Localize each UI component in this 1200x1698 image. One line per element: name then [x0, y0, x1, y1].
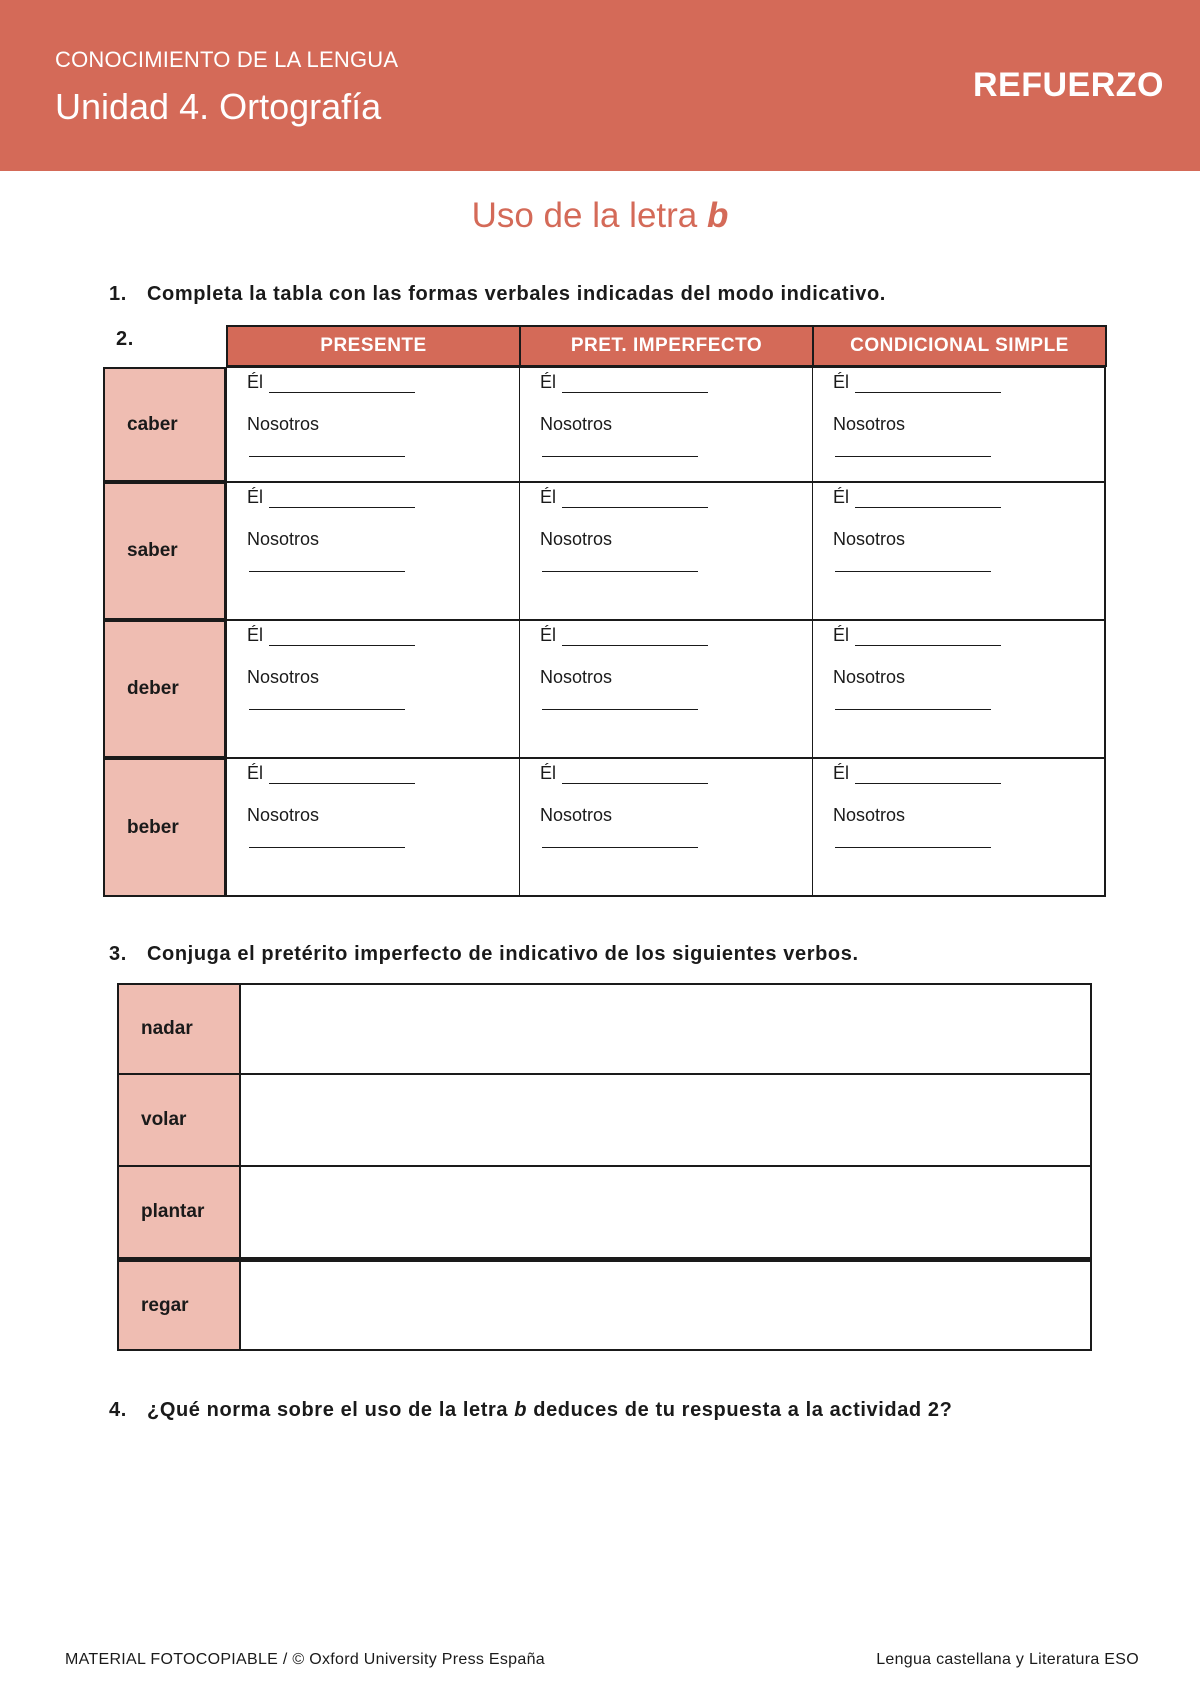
el-line	[540, 625, 708, 646]
el-line	[833, 763, 1001, 784]
el-line	[247, 372, 415, 393]
row-header-verb: beber	[103, 758, 226, 897]
question-1: 1. Completa la tabla con las formas verbales indicadas del modo indicativo.	[109, 283, 886, 305]
answer-cell	[226, 620, 520, 758]
verb-label: volar	[119, 1075, 241, 1165]
verb-label: regar	[119, 1262, 241, 1349]
imperfect-conjugation-table	[117, 983, 1092, 1351]
column-header: CONDICIONAL SIMPLE	[812, 325, 1107, 367]
nosotros-label: Nosotros	[247, 529, 320, 549]
answer-area[interactable]	[241, 985, 1090, 1073]
answer-cell	[519, 620, 813, 758]
nosotros-label: Nosotros	[540, 805, 613, 825]
answer-blank[interactable]	[542, 847, 698, 848]
el-label: Él	[833, 487, 850, 507]
row-header-verb: deber	[103, 620, 226, 758]
answer-blank[interactable]	[835, 456, 991, 457]
answer-cell	[519, 482, 813, 620]
answer-blank[interactable]	[249, 847, 405, 848]
nosotros-label: Nosotros	[833, 529, 906, 549]
answer-blank[interactable]	[562, 625, 708, 646]
nosotros-label: Nosotros	[540, 667, 613, 687]
nosotros-label: Nosotros	[540, 414, 613, 434]
answer-blank[interactable]	[855, 625, 1001, 646]
answer-blank[interactable]	[249, 571, 405, 572]
section-kicker: CONOCIMIENTO DE LA LENGUA	[55, 47, 399, 72]
answer-cell	[519, 758, 813, 897]
answer-blank[interactable]	[542, 456, 698, 457]
answer-cell	[812, 758, 1106, 897]
el-label: Él	[247, 487, 264, 507]
answer-area[interactable]	[241, 1075, 1090, 1165]
answer-cell	[226, 367, 520, 482]
el-line	[833, 372, 1001, 393]
conjugation-row	[117, 1259, 1092, 1351]
answer-blank[interactable]	[562, 372, 708, 393]
conjugation-row	[117, 1075, 1092, 1167]
answer-blank[interactable]	[542, 709, 698, 710]
answer-cell	[812, 367, 1106, 482]
el-label: Él	[540, 372, 557, 392]
answer-blank[interactable]	[269, 763, 415, 784]
answer-cell	[812, 620, 1106, 758]
column-header: PRESENTE	[226, 325, 521, 367]
question-4: 4. ¿Qué norma sobre el uso de la letra b deduces de tu respuesta a la actividad 2?	[109, 1399, 953, 1421]
answer-area[interactable]	[241, 1167, 1090, 1257]
answer-cell	[812, 482, 1106, 620]
answer-blank[interactable]	[562, 487, 708, 508]
el-line	[247, 763, 415, 784]
footer-copyright: MATERIAL FOTOCOPIABLE / © Oxford University Press España	[65, 1651, 545, 1668]
page-header	[0, 0, 1200, 171]
answer-blank[interactable]	[269, 487, 415, 508]
el-line	[833, 487, 1001, 508]
answer-blank[interactable]	[562, 763, 708, 784]
nosotros-label: Nosotros	[247, 667, 320, 687]
answer-blank[interactable]	[835, 571, 991, 572]
el-label: Él	[833, 763, 850, 783]
row-header-verb: caber	[103, 367, 226, 482]
el-label: Él	[540, 625, 557, 645]
el-line	[247, 487, 415, 508]
row-header-verb: saber	[103, 482, 226, 620]
conjugation-row	[117, 983, 1092, 1075]
answer-cell	[519, 367, 813, 482]
question-2-number: 2.	[116, 328, 134, 350]
answer-blank[interactable]	[855, 372, 1001, 393]
nosotros-label: Nosotros	[833, 805, 906, 825]
el-label: Él	[247, 372, 264, 392]
answer-blank[interactable]	[269, 625, 415, 646]
nosotros-label: Nosotros	[247, 805, 320, 825]
answer-cell	[226, 482, 520, 620]
el-label: Él	[540, 487, 557, 507]
footer-course: Lengua castellana y Literatura ESO	[876, 1651, 1139, 1668]
el-label: Él	[247, 625, 264, 645]
el-label: Él	[833, 625, 850, 645]
verb-forms-table	[103, 325, 1107, 897]
answer-blank[interactable]	[855, 763, 1001, 784]
answer-blank[interactable]	[269, 372, 415, 393]
nosotros-label: Nosotros	[833, 667, 906, 687]
nosotros-label: Nosotros	[540, 529, 613, 549]
el-line	[540, 372, 708, 393]
verb-label: plantar	[119, 1167, 241, 1257]
nosotros-label: Nosotros	[247, 414, 320, 434]
question-3: 3. Conjuga el pretérito imperfecto de indicativo de los siguientes verbos.	[109, 943, 859, 965]
answer-blank[interactable]	[835, 847, 991, 848]
conjugation-row	[117, 1167, 1092, 1259]
answer-blank[interactable]	[855, 487, 1001, 508]
el-line	[540, 487, 708, 508]
answer-blank[interactable]	[542, 571, 698, 572]
page-title: Uso de la letra b	[471, 196, 729, 235]
answer-cell	[226, 758, 520, 897]
answer-blank[interactable]	[249, 709, 405, 710]
verb-label: nadar	[119, 985, 241, 1073]
answer-area[interactable]	[241, 1262, 1090, 1349]
answer-blank[interactable]	[249, 456, 405, 457]
answer-blank[interactable]	[835, 709, 991, 710]
column-header: PRET. IMPERFECTO	[519, 325, 814, 367]
el-label: Él	[540, 763, 557, 783]
el-line	[833, 625, 1001, 646]
el-line	[540, 763, 708, 784]
el-label: Él	[833, 372, 850, 392]
unit-title: Unidad 4. Ortografía	[55, 86, 382, 127]
refuerzo-tag: REFUERZO	[973, 66, 1164, 104]
el-label: Él	[247, 763, 264, 783]
el-line	[247, 625, 415, 646]
nosotros-label: Nosotros	[833, 414, 906, 434]
